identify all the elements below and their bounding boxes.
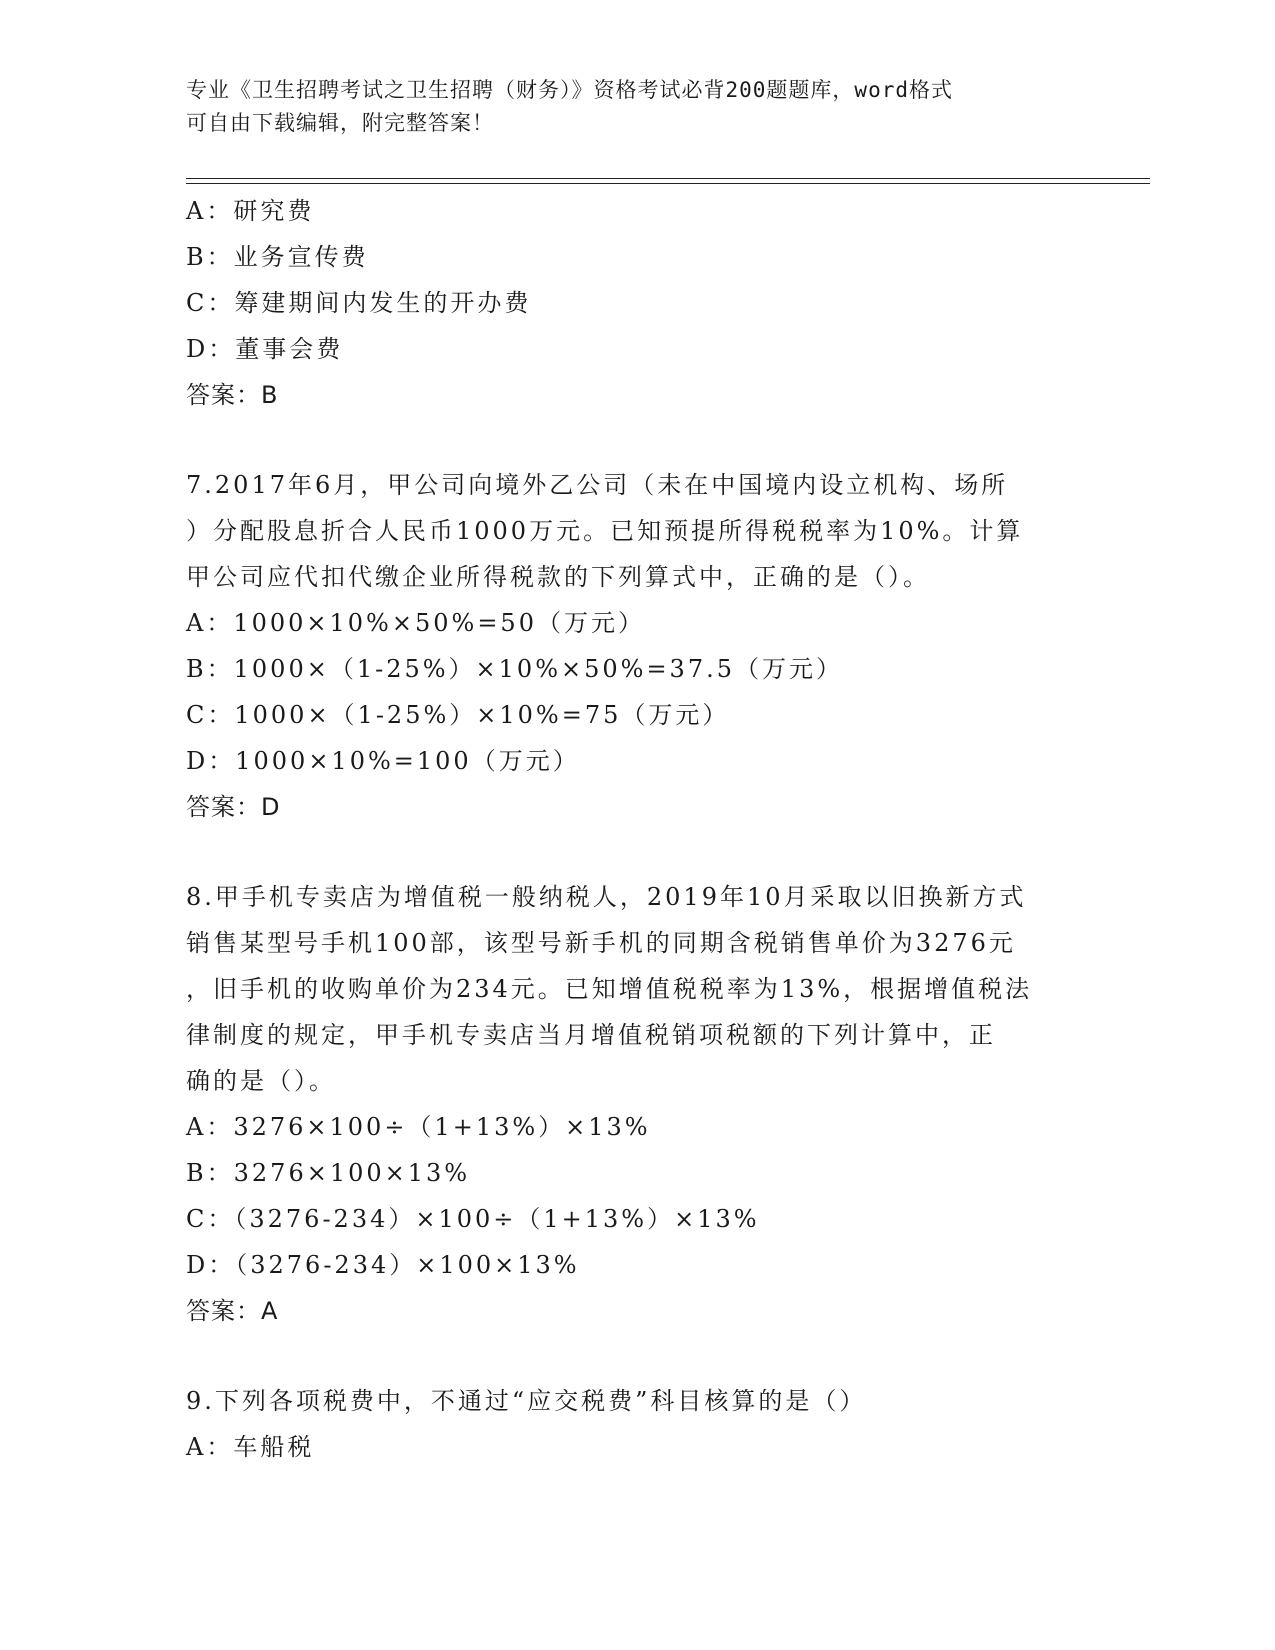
header-line-2: 可自由下载编辑，附完整答案！ — [186, 111, 494, 135]
option-d: D：（3276-234）×100×13% — [186, 1251, 580, 1279]
option-c: C：筹建期间内发生的开办费 — [186, 289, 532, 317]
option-a: A：车船税 — [186, 1433, 315, 1461]
option-b: B：3276×100×13% — [186, 1159, 471, 1187]
answer-line: 答案：B — [186, 381, 279, 409]
question-text: 销售某型号手机100部，该型号新手机的同期含税销售单价为3276元 — [186, 929, 1016, 957]
option-d: D：1000×10%=100（万元） — [186, 747, 580, 775]
option-d: D：董事会费 — [186, 335, 344, 363]
header-divider-bottom — [186, 183, 1150, 184]
option-c: C：（3276-234）×100÷（1+13%）×13% — [186, 1205, 760, 1233]
option-a: A：1000×10%×50%=50（万元） — [186, 609, 645, 637]
question-text: 甲公司应代扣代缴企业所得税款的下列算式中，正确的是（）。 — [186, 563, 930, 591]
header-line-1: 专业《卫生招聘考试之卫生招聘（财务）》资格考试必背200题题库，word格式 — [186, 78, 953, 102]
question-block-6 — [186, 188, 1086, 418]
question-block-7 — [186, 462, 1086, 830]
answer-line: 答案：A — [186, 1297, 279, 1325]
answer-line: 答案：D — [186, 793, 281, 821]
page-header — [186, 74, 1086, 140]
option-a: A：研究费 — [186, 197, 315, 225]
question-content — [186, 188, 1086, 1470]
question-text: 8.甲手机专卖店为增值税一般纳税人，2019年10月采取以旧换新方式 — [186, 883, 1027, 911]
header-divider-top — [186, 178, 1150, 179]
question-text: ）分配股息折合人民币1000万元。已知预提所得税税率为10%。计算 — [186, 517, 1024, 545]
question-text: 9.下列各项税费中，不通过“应交税费”科目核算的是（） — [186, 1387, 867, 1415]
option-b: B：业务宣传费 — [186, 243, 369, 271]
question-block-9 — [186, 1378, 1086, 1470]
question-text: 律制度的规定，甲手机专卖店当月增值税销项税额的下列计算中，正 — [186, 1021, 996, 1049]
question-text: 确的是（）。 — [186, 1067, 336, 1095]
question-block-8 — [186, 874, 1086, 1334]
option-c: C：1000×（1-25%）×10%=75（万元） — [186, 701, 730, 729]
question-text: ，旧手机的收购单价为234元。已知增值税税率为13%，根据增值税法 — [186, 975, 1033, 1003]
option-a: A：3276×100÷（1+13%）×13% — [186, 1113, 651, 1141]
question-text: 7.2017年6月，甲公司向境外乙公司（未在中国境内设立机构、场所 — [186, 471, 1009, 499]
option-b: B：1000×（1-25%）×10%×50%=37.5（万元） — [186, 655, 843, 683]
